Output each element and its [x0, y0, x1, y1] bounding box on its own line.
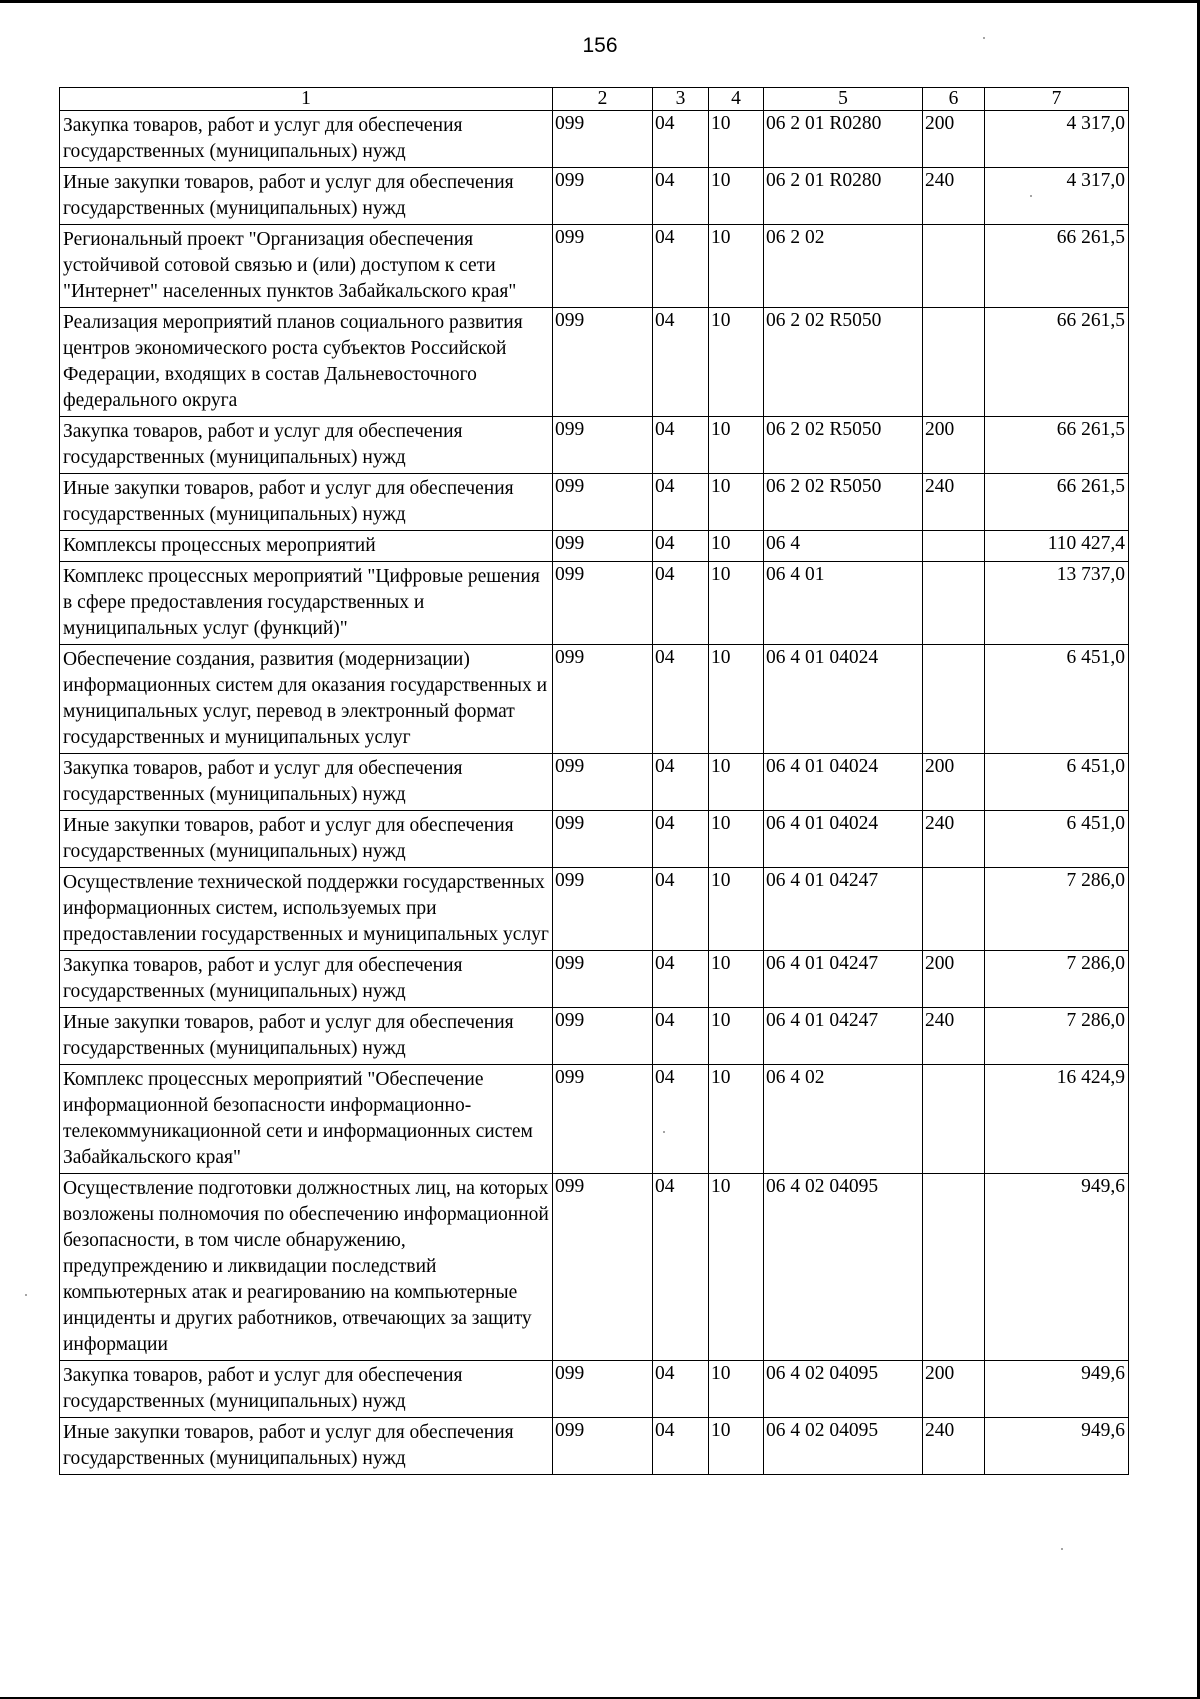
cell-subsection-code: 10 — [709, 645, 764, 754]
table-row — [60, 811, 1129, 868]
cell-subsection-code: 10 — [709, 474, 764, 531]
cell-item-name: Комплексы процессных мероприятий — [60, 531, 553, 562]
cell-ministry-code: 099 — [553, 811, 653, 868]
cell-amount: 949,6 — [985, 1361, 1129, 1418]
cell-item-name: Иные закупки товаров, работ и услуг для обеспечения государственных (муниципальных) нужд — [60, 1008, 553, 1065]
cell-amount: 7 286,0 — [985, 1008, 1129, 1065]
cell-ministry-code: 099 — [553, 1418, 653, 1475]
cell-section-code: 04 — [653, 308, 709, 417]
cell-expense-type: 200 — [923, 951, 985, 1008]
page-number: 156 — [582, 34, 618, 57]
cell-expense-type — [923, 1174, 985, 1361]
cell-item-name: Иные закупки товаров, работ и услуг для обеспечения государственных (муниципальных) нужд — [60, 1418, 553, 1475]
cell-expense-type — [923, 868, 985, 951]
scan-speck — [1061, 1548, 1063, 1550]
cell-target-article: 06 2 01 R0280 — [764, 111, 923, 168]
table-row — [60, 474, 1129, 531]
cell-target-article: 06 2 02 R5050 — [764, 474, 923, 531]
cell-expense-type: 240 — [923, 168, 985, 225]
budget-table — [59, 87, 1129, 1475]
cell-item-name: Иные закупки товаров, работ и услуг для обеспечения государственных (муниципальных) нужд — [60, 168, 553, 225]
cell-item-name: Иные закупки товаров, работ и услуг для обеспечения государственных (муниципальных) нужд — [60, 474, 553, 531]
cell-item-name: Региональный проект "Организация обеспечения устойчивой сотовой связью и (или) доступом к сети "Интернет" населенных пунктов Забайкальского края" — [60, 225, 553, 308]
cell-amount: 7 286,0 — [985, 868, 1129, 951]
cell-amount: 949,6 — [985, 1418, 1129, 1475]
cell-target-article: 06 2 02 R5050 — [764, 308, 923, 417]
cell-subsection-code: 10 — [709, 562, 764, 645]
cell-section-code: 04 — [653, 951, 709, 1008]
cell-target-article: 06 4 01 04024 — [764, 645, 923, 754]
cell-subsection-code: 10 — [709, 1361, 764, 1418]
cell-ministry-code: 099 — [553, 1008, 653, 1065]
cell-target-article: 06 4 01 04247 — [764, 951, 923, 1008]
cell-amount: 16 424,9 — [985, 1065, 1129, 1174]
table-row — [60, 1065, 1129, 1174]
table-row — [60, 308, 1129, 417]
cell-item-name: Комплекс процессных мероприятий "Обеспечение информационной безопасности информационно-телекоммуникационной сети и информационных систем Забайкальского края" — [60, 1065, 553, 1174]
cell-amount: 13 737,0 — [985, 562, 1129, 645]
cell-amount: 66 261,5 — [985, 225, 1129, 308]
column-header-2: 2 — [553, 88, 653, 111]
cell-section-code: 04 — [653, 417, 709, 474]
cell-item-name: Комплекс процессных мероприятий "Цифровые решения в сфере предоставления государственных и муниципальных услуг (функций)" — [60, 562, 553, 645]
cell-subsection-code: 10 — [709, 868, 764, 951]
cell-target-article: 06 4 02 — [764, 1065, 923, 1174]
cell-subsection-code: 10 — [709, 1418, 764, 1475]
table-row — [60, 168, 1129, 225]
table-row — [60, 754, 1129, 811]
table-row — [60, 1008, 1129, 1065]
cell-expense-type: 200 — [923, 111, 985, 168]
cell-section-code: 04 — [653, 111, 709, 168]
cell-amount: 66 261,5 — [985, 474, 1129, 531]
cell-amount: 4 317,0 — [985, 168, 1129, 225]
cell-section-code: 04 — [653, 868, 709, 951]
cell-item-name: Закупка товаров, работ и услуг для обеспечения государственных (муниципальных) нужд — [60, 111, 553, 168]
column-header-3: 3 — [653, 88, 709, 111]
cell-amount: 110 427,4 — [985, 531, 1129, 562]
cell-section-code: 04 — [653, 531, 709, 562]
cell-amount: 949,6 — [985, 1174, 1129, 1361]
cell-subsection-code: 10 — [709, 754, 764, 811]
table-row — [60, 868, 1129, 951]
cell-item-name: Закупка товаров, работ и услуг для обеспечения государственных (муниципальных) нужд — [60, 1361, 553, 1418]
cell-ministry-code: 099 — [553, 474, 653, 531]
cell-target-article: 06 4 — [764, 531, 923, 562]
cell-ministry-code: 099 — [553, 225, 653, 308]
cell-expense-type — [923, 645, 985, 754]
table-row — [60, 1361, 1129, 1418]
table-row — [60, 951, 1129, 1008]
cell-expense-type — [923, 562, 985, 645]
cell-target-article: 06 4 01 04024 — [764, 754, 923, 811]
cell-item-name: Обеспечение создания, развития (модернизации) информационных систем для оказания государственных и муниципальных услуг, перевод в электронный формат государственных и муниципальных услуг — [60, 645, 553, 754]
column-header-7: 7 — [985, 88, 1129, 111]
table-row — [60, 1174, 1129, 1361]
cell-subsection-code: 10 — [709, 225, 764, 308]
cell-expense-type: 200 — [923, 1361, 985, 1418]
cell-expense-type: 240 — [923, 1008, 985, 1065]
table-row — [60, 111, 1129, 168]
cell-section-code: 04 — [653, 754, 709, 811]
cell-section-code: 04 — [653, 1361, 709, 1418]
cell-ministry-code: 099 — [553, 168, 653, 225]
cell-subsection-code: 10 — [709, 531, 764, 562]
cell-target-article: 06 2 01 R0280 — [764, 168, 923, 225]
cell-target-article: 06 2 02 R5050 — [764, 417, 923, 474]
cell-subsection-code: 10 — [709, 417, 764, 474]
table-header-row — [60, 88, 1129, 111]
cell-amount: 66 261,5 — [985, 308, 1129, 417]
cell-ministry-code: 099 — [553, 645, 653, 754]
cell-target-article: 06 4 01 04247 — [764, 1008, 923, 1065]
cell-item-name: Закупка товаров, работ и услуг для обеспечения государственных (муниципальных) нужд — [60, 951, 553, 1008]
cell-target-article: 06 4 01 04247 — [764, 868, 923, 951]
cell-expense-type: 240 — [923, 1418, 985, 1475]
cell-target-article: 06 4 02 04095 — [764, 1174, 923, 1361]
cell-section-code: 04 — [653, 645, 709, 754]
cell-ministry-code: 099 — [553, 868, 653, 951]
cell-amount: 6 451,0 — [985, 645, 1129, 754]
cell-section-code: 04 — [653, 1065, 709, 1174]
cell-item-name: Закупка товаров, работ и услуг для обеспечения государственных (муниципальных) нужд — [60, 754, 553, 811]
cell-expense-type — [923, 225, 985, 308]
cell-subsection-code: 10 — [709, 168, 764, 225]
cell-expense-type — [923, 531, 985, 562]
cell-item-name: Осуществление технической поддержки государственных информационных систем, используемых при предоставлении государственных и муниципальных услуг — [60, 868, 553, 951]
scan-speck — [25, 1294, 27, 1296]
cell-expense-type: 200 — [923, 417, 985, 474]
cell-expense-type: 240 — [923, 474, 985, 531]
column-header-6: 6 — [923, 88, 985, 111]
cell-target-article: 06 4 01 04024 — [764, 811, 923, 868]
cell-ministry-code: 099 — [553, 531, 653, 562]
cell-subsection-code: 10 — [709, 951, 764, 1008]
cell-ministry-code: 099 — [553, 562, 653, 645]
table-row — [60, 645, 1129, 754]
cell-target-article: 06 4 01 — [764, 562, 923, 645]
cell-target-article: 06 4 02 04095 — [764, 1361, 923, 1418]
cell-item-name: Иные закупки товаров, работ и услуг для обеспечения государственных (муниципальных) нужд — [60, 811, 553, 868]
cell-section-code: 04 — [653, 562, 709, 645]
cell-ministry-code: 099 — [553, 1065, 653, 1174]
cell-amount: 7 286,0 — [985, 951, 1129, 1008]
table-row — [60, 562, 1129, 645]
cell-amount: 4 317,0 — [985, 111, 1129, 168]
table-row — [60, 417, 1129, 474]
column-header-1: 1 — [60, 88, 553, 111]
cell-item-name: Осуществление подготовки должностных лиц, на которых возложены полномочия по обеспечению информационной безопасности, в том числе обнаружению, предупреждению и ликвидации последствий компьютерных атак и реагированию на компьютерные инциденты и других работников, отвечающих за защиту информации — [60, 1174, 553, 1361]
cell-expense-type: 200 — [923, 754, 985, 811]
cell-ministry-code: 099 — [553, 308, 653, 417]
cell-amount: 66 261,5 — [985, 417, 1129, 474]
table-row — [60, 1418, 1129, 1475]
column-header-4: 4 — [709, 88, 764, 111]
cell-subsection-code: 10 — [709, 111, 764, 168]
cell-ministry-code: 099 — [553, 1361, 653, 1418]
column-header-5: 5 — [764, 88, 923, 111]
cell-subsection-code: 10 — [709, 811, 764, 868]
cell-section-code: 04 — [653, 1418, 709, 1475]
cell-expense-type — [923, 1065, 985, 1174]
cell-section-code: 04 — [653, 811, 709, 868]
cell-target-article: 06 2 02 — [764, 225, 923, 308]
cell-expense-type: 240 — [923, 811, 985, 868]
cell-section-code: 04 — [653, 1008, 709, 1065]
table-row — [60, 225, 1129, 308]
cell-subsection-code: 10 — [709, 308, 764, 417]
cell-subsection-code: 10 — [709, 1008, 764, 1065]
cell-target-article: 06 4 02 04095 — [764, 1418, 923, 1475]
cell-amount: 6 451,0 — [985, 811, 1129, 868]
cell-section-code: 04 — [653, 1174, 709, 1361]
cell-section-code: 04 — [653, 225, 709, 308]
cell-amount: 6 451,0 — [985, 754, 1129, 811]
table-row — [60, 531, 1129, 562]
cell-section-code: 04 — [653, 474, 709, 531]
cell-expense-type — [923, 308, 985, 417]
cell-ministry-code: 099 — [553, 1174, 653, 1361]
table-body — [60, 111, 1129, 1475]
scan-border-top — [0, 0, 1200, 3]
cell-item-name: Закупка товаров, работ и услуг для обеспечения государственных (муниципальных) нужд — [60, 417, 553, 474]
cell-subsection-code: 10 — [709, 1065, 764, 1174]
cell-subsection-code: 10 — [709, 1174, 764, 1361]
cell-ministry-code: 099 — [553, 754, 653, 811]
cell-ministry-code: 099 — [553, 111, 653, 168]
cell-ministry-code: 099 — [553, 417, 653, 474]
cell-section-code: 04 — [653, 168, 709, 225]
cell-ministry-code: 099 — [553, 951, 653, 1008]
cell-item-name: Реализация мероприятий планов социального развития центров экономического роста субъектов Российской Федерации, входящих в состав Дальневосточного федерального округа — [60, 308, 553, 417]
